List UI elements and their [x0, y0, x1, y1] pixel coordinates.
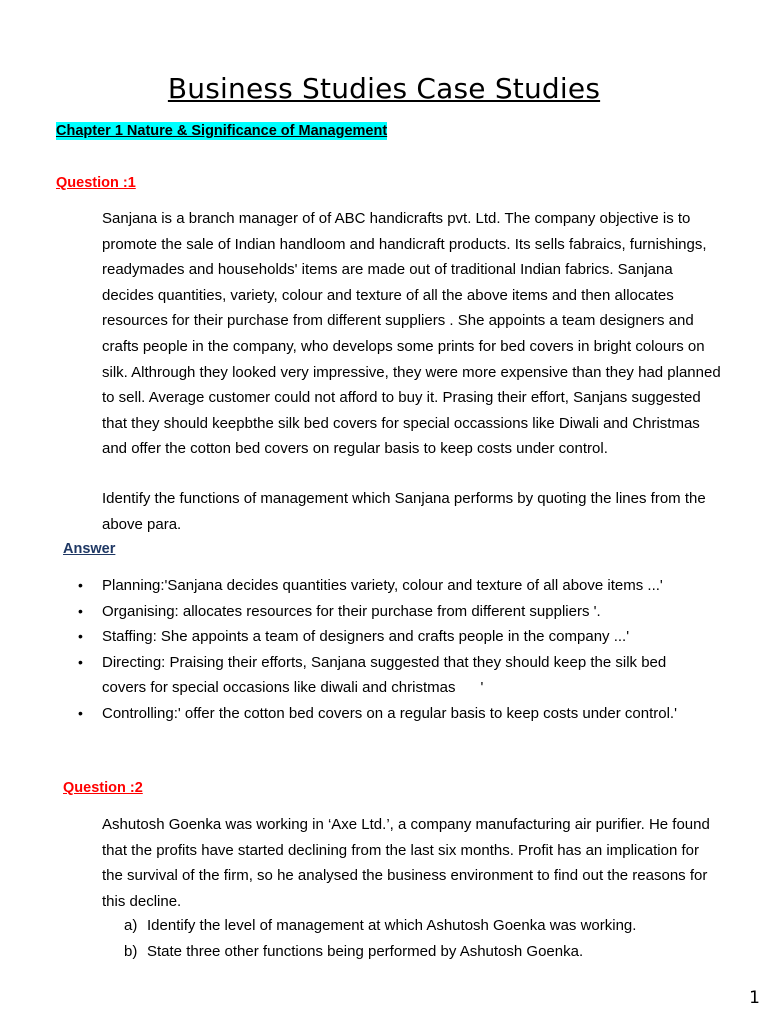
answer-bullet: • Directing: Praising their efforts, Sanjana suggested that they should keep the silk bed covers for special occasions like diwali and christmas ': [76, 650, 726, 701]
bullet-icon: •: [78, 628, 83, 644]
answer-list: [76, 573, 726, 726]
chapter-heading: Chapter 1 Nature & Significance of Management: [56, 123, 388, 139]
answer-bullet: • Planning:'Sanjana decides quantities variety, colour and texture of all above items ...': [76, 573, 726, 599]
question-2-item: a) Identify the level of management at which Ashutosh Goenka was working.: [124, 917, 637, 934]
bullet-icon: •: [78, 653, 83, 670]
document-title: Business Studies Case Studies: [167, 72, 601, 105]
question-2-item: b) State three other functions being performed by Ashutosh Goenka.: [124, 942, 584, 960]
answer-label: Answer: [63, 541, 116, 557]
answer-bullet: • Controlling:' offer the cotton bed covers on a regular basis to keep costs under control.': [76, 701, 726, 727]
bullet-icon: •: [78, 602, 83, 619]
answer-bullet: • Organising: allocates resources for their purchase from different suppliers '.: [76, 599, 726, 625]
question-1-label: Question :1: [56, 175, 136, 191]
question-2-items: [124, 913, 724, 964]
bullet-icon: •: [78, 704, 83, 721]
question-2-label: Question :2: [63, 780, 143, 796]
answer-bullet: • Staffing: She appoints a team of designers and crafts people in the company ...': [76, 624, 726, 650]
question-1-text: Sanjana is a branch manager of of ABC handicrafts pvt. Ltd. The company objective is to promote the sale of Indian handloom and handicraft products. Its sells fabraics, furnishings, readymades and households' items are made out of traditional Indian fabrics. Sanjana decides quantities, variety, colour and texture of all the above items and then allocates resources for their purchase from different suppliers . She appoints a team designers and crafts people in the company, who develops some prints for bed covers in bright colours on silk. Althrough they looked very impressive, they were more expensive than they had planned to sell. Average customer could not afford to buy it. Prasing their effort, Sanjans suggested that they should keepbthe silk bed covers for special occassions like Diwali and Christmas and offer the cotton bed covers on regular basis to keep costs under control.: [102, 210, 721, 458]
question-2-text: Ashutosh Goenka was working in ‘Axe Ltd.’, a company manufacturing air purifier. He found that the profits have started declining from the last six months. Profit has an implication for the survival of the firm, so he analysed the business environment to find out the reasons for this decline.: [102, 816, 710, 910]
bullet-icon: •: [78, 577, 83, 593]
page-number: 1: [749, 988, 760, 1008]
question-1-instruction: Identify the functions of management which Sanjana performs by quoting the lines from the above para.: [102, 490, 706, 533]
